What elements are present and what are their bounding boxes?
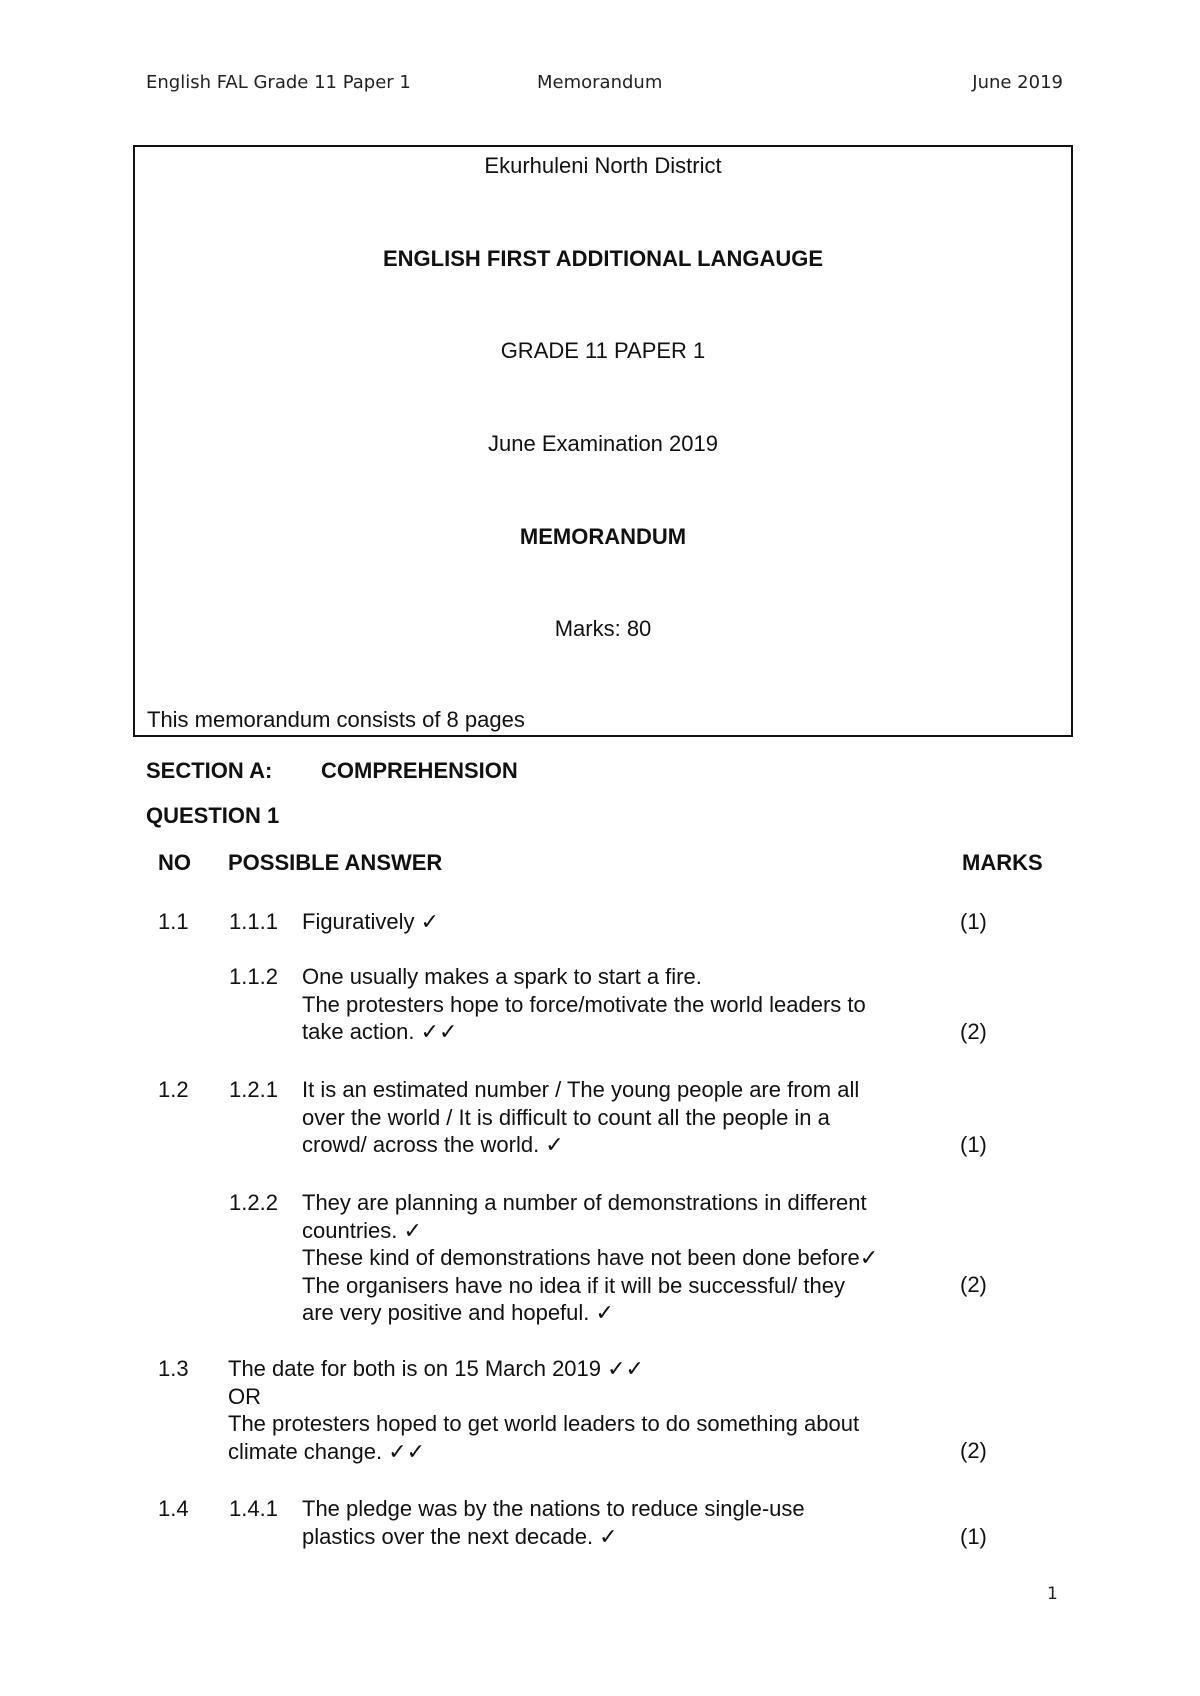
answer-line: The protesters hoped to get world leaders to do something about	[228, 1411, 860, 1436]
header-right: June 2019	[972, 72, 1063, 93]
answer-line: The date for both is on 15 March 2019 ✓✓	[228, 1356, 644, 1381]
answer-line: take action. ✓✓	[302, 1019, 458, 1044]
sub-question-number: 1.4.1	[229, 1496, 278, 1521]
sub-question-number: 1.1.2	[229, 964, 278, 989]
answer-line: OR	[228, 1383, 261, 1409]
section-label: SECTION A:	[146, 758, 273, 783]
cover-box	[133, 145, 1073, 737]
answer-line: over the world / It is difficult to count all the people in a	[302, 1104, 830, 1130]
answer-text	[302, 1076, 942, 1159]
sub-question-number: 1.1.1	[229, 909, 278, 934]
sub-question-number: 1.2.1	[229, 1077, 278, 1102]
page-header	[0, 72, 1200, 98]
question-heading: QUESTION 1	[146, 803, 280, 828]
answer-line: It is an estimated number / The young people are from all	[302, 1077, 860, 1102]
answer-line: They are planning a number of demonstrations in different	[302, 1190, 867, 1215]
answer-line: The protesters hope to force/motivate the world leaders to	[302, 991, 866, 1017]
section-heading	[146, 758, 518, 784]
district-name: Ekurhuleni North District	[484, 153, 722, 178]
answer-line: are very positive and hopeful. ✓	[302, 1300, 614, 1325]
question-number: 1.1	[158, 909, 189, 934]
answer-line: These kind of demonstrations have not been done before✓	[302, 1245, 879, 1270]
answer-text	[228, 1355, 942, 1465]
column-marks: MARKS	[962, 850, 1043, 875]
subject-title: ENGLISH FIRST ADDITIONAL LANGAUGE	[383, 246, 823, 271]
mark-allocation: (1)	[960, 1132, 987, 1157]
column-no: NO	[158, 850, 191, 875]
grade-paper: GRADE 11 PAPER 1	[500, 338, 706, 363]
mark-allocation: (2)	[960, 1438, 987, 1463]
answer-line: The pledge was by the nations to reduce single-use	[302, 1496, 805, 1521]
answer-text	[302, 908, 942, 936]
answer-line: countries. ✓	[302, 1217, 422, 1243]
mark-allocation: (1)	[960, 909, 987, 934]
pages-note: This memorandum consists of 8 pages	[147, 707, 525, 732]
answer-text	[302, 963, 942, 1046]
answer-text	[302, 1495, 942, 1550]
document-type: MEMORANDUM	[519, 524, 687, 549]
question-number: 1.3	[158, 1356, 189, 1381]
total-marks: Marks: 80	[554, 616, 652, 641]
answer-line: plastics over the next decade. ✓	[302, 1523, 618, 1549]
sub-question-number: 1.2.2	[229, 1190, 278, 1215]
answer-line: crowd/ across the world. ✓	[302, 1132, 564, 1157]
mark-allocation: (1)	[960, 1524, 987, 1549]
answer-line: Figuratively ✓	[302, 909, 440, 934]
mark-allocation: (2)	[960, 1272, 987, 1297]
header-left: English FAL Grade 11 Paper 1	[146, 72, 411, 93]
question-number: 1.4	[158, 1496, 189, 1521]
question-number: 1.2	[158, 1077, 189, 1102]
answer-text	[302, 1189, 942, 1327]
answer-line: The organisers have no idea if it will be successful/ they	[302, 1272, 845, 1298]
answer-line: climate change. ✓✓	[228, 1438, 426, 1464]
answer-line: One usually makes a spark to start a fire.	[302, 964, 702, 989]
exam-title: June Examination 2019	[488, 431, 718, 456]
section-title: COMPREHENSION	[321, 758, 518, 783]
page-number: 1	[1047, 1584, 1058, 1604]
mark-allocation: (2)	[960, 1019, 987, 1044]
header-center: Memorandum	[537, 72, 663, 93]
column-possible-answer: POSSIBLE ANSWER	[228, 850, 443, 875]
